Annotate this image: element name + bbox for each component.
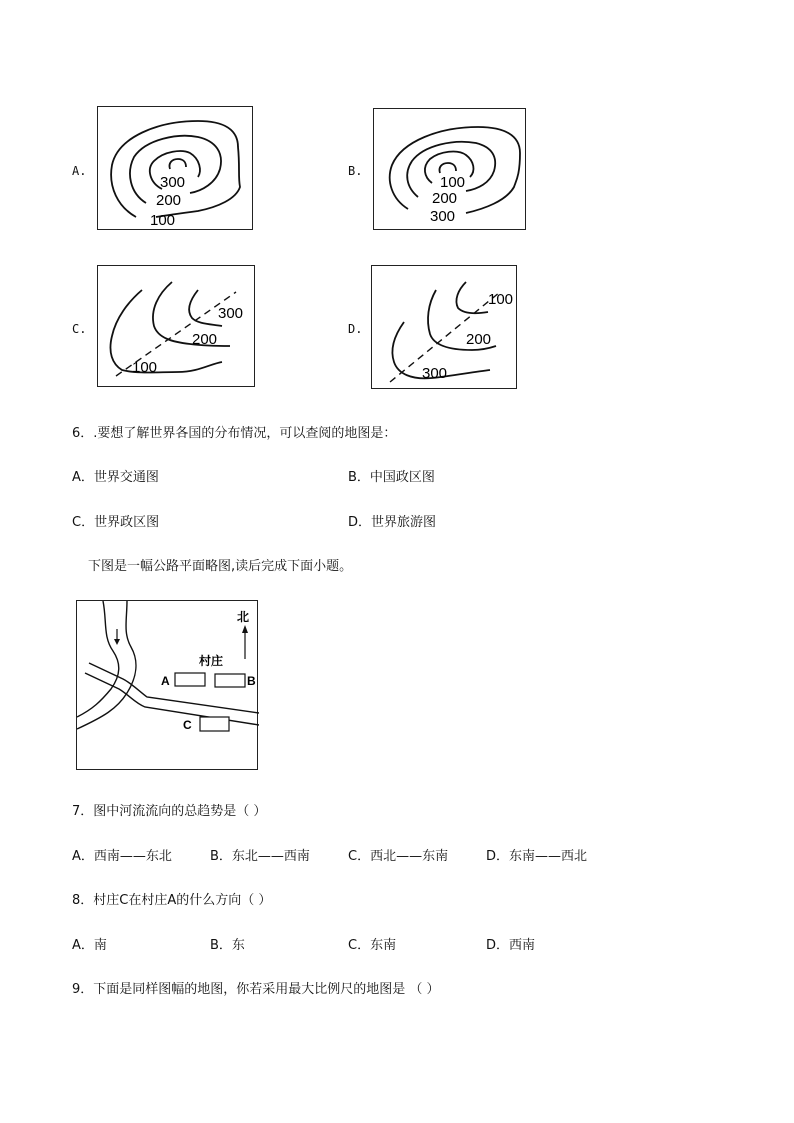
contour-label-a-100: 100 [150, 212, 176, 229]
contour-map-b [373, 108, 526, 230]
q7-option-b: B．东北——西南 [210, 849, 310, 864]
village-b-box [215, 674, 245, 687]
question-6: 6．.要想了解世界各国的分布情况，可以查阅的地图是： [72, 426, 397, 441]
q6-option-d: D．世界旅游图 [348, 515, 437, 530]
contour-label-b-300: 300 [430, 208, 456, 225]
q7-option-c: C．西北——东南 [348, 849, 449, 864]
contour-label-a-300: 300 [160, 174, 186, 191]
q7-option-a: A．西南——东北 [72, 849, 172, 864]
q7-option-d: D．东南——西北 [486, 849, 588, 864]
contour-label-d-100: 100 [488, 291, 514, 308]
option-c-label: C. [72, 322, 87, 336]
q8-option-a: A．南 [72, 938, 107, 953]
q8-option-c: C．东南 [348, 938, 397, 953]
contour-map-d [371, 265, 517, 389]
village-a-box [175, 673, 205, 686]
contour-label-c-100: 100 [132, 359, 158, 376]
question-9: 9．下面是同样图幅的地图，你若采用最大比例尺的地图是 （ ） [72, 982, 440, 997]
contour-label-b-200: 200 [432, 190, 458, 207]
contour-lines-a [98, 107, 254, 231]
village-b-label: B [247, 674, 256, 688]
contour-label-b-100: 100 [440, 174, 466, 191]
q6-option-c: C．世界政区图 [72, 515, 160, 530]
contour-label-c-200: 200 [192, 331, 218, 348]
contour-label-d-300: 300 [422, 365, 448, 382]
contour-map-c [97, 265, 255, 387]
option-b-label: B. [348, 164, 363, 178]
north-label: 北 [237, 610, 250, 624]
q6-option-a: A．世界交通图 [72, 470, 159, 485]
question-7: 7．图中河流流向的总趋势是（ ） [72, 804, 267, 819]
q8-option-d: D．西南 [486, 938, 536, 953]
village-c-box [200, 717, 229, 731]
contour-lines-b [374, 109, 527, 231]
contour-lines-d [372, 266, 518, 390]
village-label: 村庄 [199, 654, 224, 668]
option-d-label: D. [348, 322, 363, 336]
contour-lines-c [98, 266, 256, 388]
contour-label-a-200: 200 [156, 192, 182, 209]
village-a-label: A [161, 674, 170, 688]
contour-map-a [97, 106, 253, 230]
option-a-label: A. [72, 164, 87, 178]
question-8: 8．村庄C在村庄A的什么方向（ ） [72, 893, 272, 908]
road-map-drawing [77, 601, 259, 771]
q6-option-b: B．中国政区图 [348, 470, 435, 485]
village-c-label: C [183, 718, 192, 732]
contour-label-d-200: 200 [466, 331, 492, 348]
road-map [76, 600, 258, 770]
q8-option-b: B．东 [210, 938, 245, 953]
contour-label-c-300: 300 [218, 305, 244, 322]
road-map-intro: 下图是一幅公路平面略图,读后完成下面小题。 [88, 559, 353, 574]
